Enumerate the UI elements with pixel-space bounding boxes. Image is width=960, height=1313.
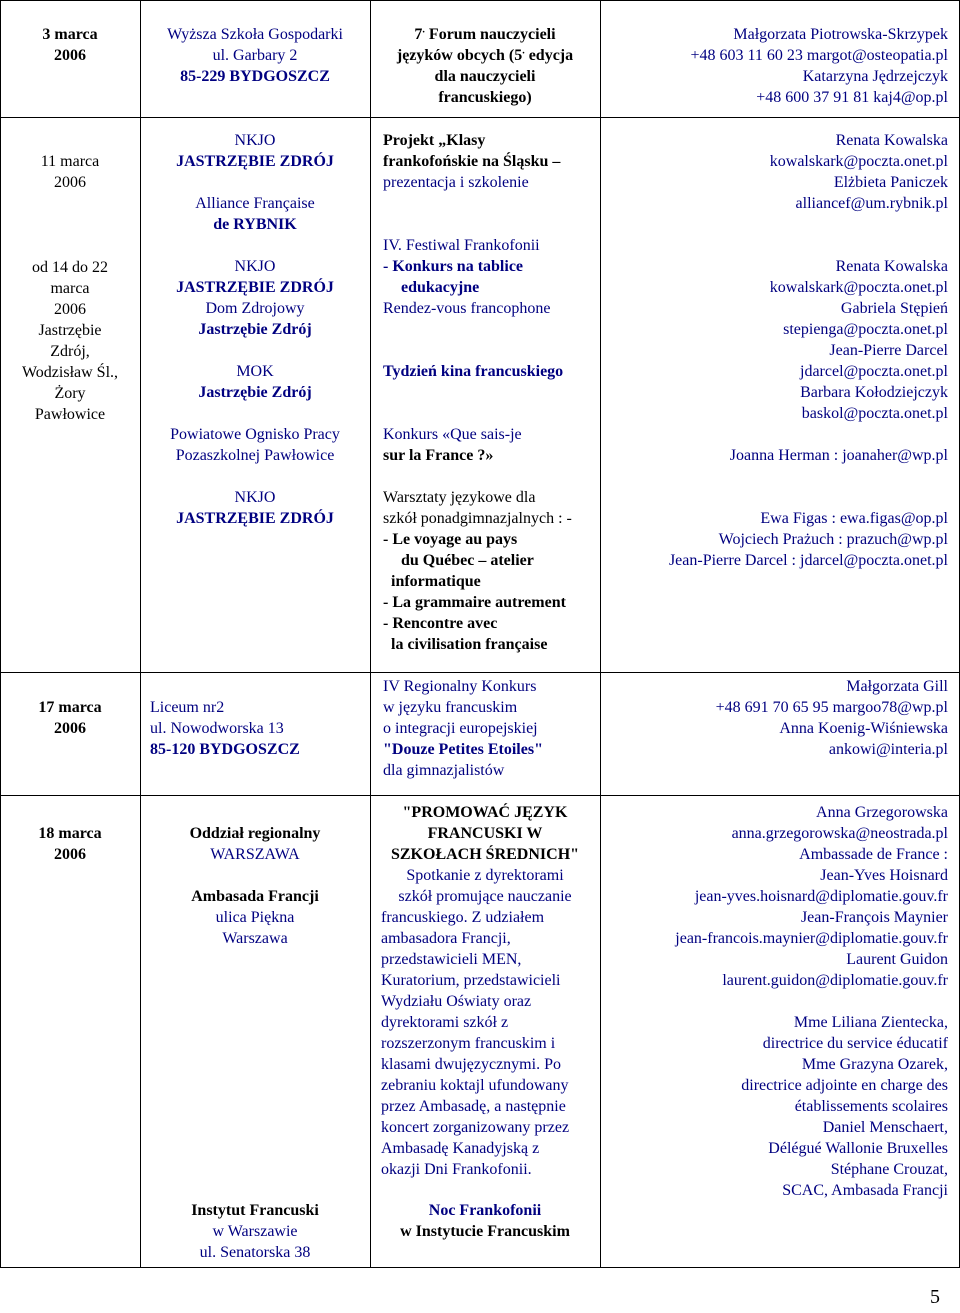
row-contact: Małgorzata Gill +48 691 70 65 95 margoo78@wp.pl Anna Koenig-Wiśniewska ankowi@interia.pl (715, 678, 948, 758)
row-event: Warsztaty językowe dla szkół ponadgimnazjalnych : - - Le voyage au pays du Québec – atelier informatique - La grammaire autrement - Rencontre avec la civilisation française (383, 489, 572, 653)
grid-line (0, 672, 960, 673)
row-contact: Renata Kowalska kowalskark@poczta.onet.pl Gabriela Stępień stepienga@poczta.onet.pl Jean-Pierre Darcel jdarcel@poczta.onet.pl Barbara Kołodziejczyk baskol@poczta.onet.pl (769, 258, 948, 422)
row-contact: Ewa Figas : ewa.figas@op.pl Wojciech Prażuch : prazuch@wp.pl Jean-Pierre Darcel : jdarcel@poczta.onet.pl (668, 510, 948, 569)
grid-line (0, 0, 960, 1)
row-contact: Joanna Herman : joanaher@wp.pl (729, 447, 948, 464)
row-event: "PROMOWAĆ JĘZYK FRANCUSKI W SZKOŁACH ŚREDNICH" Spotkanie z dyrektorami szkół promujące nauczanie (390, 804, 580, 905)
row-event: 7. Forum nauczycieli języków obcych (5. edycja dla nauczycieli francuskiego) (396, 24, 574, 106)
row-event: Konkurs «Que sais-je sur la France ?» (383, 426, 522, 464)
row-event: francuskiego. Z udziałem ambasadora Francji, przedstawicieli MEN, Kuratorium, przedstawicieli Wydziału Oświaty oraz dyrektorami szkół z rozszerzonym francuskim i klasami dwujęzycznymi. Po zebraniu koktajl ufundowany przez Ambasadę, a następnie koncert zorganizowany przez Ambasadę Kanadyjską z okazji Dni Frankofonii. (381, 909, 570, 1178)
row-venue: NKJO JASTRZĘBIE ZDRÓJ Dom Zdrojowy Jastrzębie Zdrój (176, 258, 334, 338)
row-contact: Renata Kowalska kowalskark@poczta.onet.pl Elżbieta Paniczek alliancef@um.rybnik.pl (769, 132, 948, 212)
row-date: 17 marca 2006 (38, 699, 102, 737)
row-contact: Anna Grzegorowska anna.grzegorowska@neostrada.pl Ambassade de France : Jean-Yves Hoisnard jean-yves.hoisnard@diplomatie.gouv.fr Jean-François Maynier jean-francois.maynier@diplomatie.gouv.fr Laurent Guidon laurent.guidon@diplomatie.gouv.fr (675, 804, 948, 989)
row-venue: Ambasada Francji ulica Piękna Warszawa (191, 888, 319, 947)
row-event: IV. Festiwal Frankofonii - Konkurs na tablice edukacyjne Rendez-vous francophone (383, 237, 551, 317)
row-venue: Oddział regionalny WARSZAWA (189, 825, 321, 863)
grid-line (0, 795, 960, 796)
row-venue: Liceum nr2 ul. Nowodworska 13 85-120 BYDGOSZCZ (150, 699, 300, 758)
row-venue: NKJO JASTRZĘBIE ZDRÓJ (176, 132, 334, 170)
page-number: 5 (930, 1286, 940, 1308)
row-event: IV Regionalny Konkurs w języku francuskim o integracji europejskiej "Douze Petites Etoiles" dla gimnazjalistów (383, 678, 543, 779)
row-venue: Alliance Française de RYBNIK (195, 195, 315, 233)
row-venue: Instytut Francuski w Warszawie ul. Senatorska 38 (191, 1202, 319, 1261)
row-contact: Mme Liliana Zientecka, directrice du service éducatif Mme Grazyna Ozarek, directrice adjointe en charge des établissements scolaires Daniel Menschaert, Délégué Wallonie Bruxelles Stéphane Crouzat, SCAC, Ambasada Francji (741, 1014, 948, 1199)
row-venue: Wyższa Szkoła Gospodarki ul. Garbary 2 85-229 BYDGOSZCZ (167, 26, 343, 85)
grid-line (140, 0, 141, 1268)
row-event: Projekt „Klasy frankofońskie na Śląsku – prezentacja i szkolenie (383, 132, 561, 191)
grid-line (370, 0, 371, 1268)
row-date: 3 marca 2006 (42, 26, 98, 64)
grid-line (0, 1267, 960, 1268)
row-date: od 14 do 22 marca 2006 Jastrzębie Zdrój, Wodzisław Śl., Żory Pawłowice (21, 259, 119, 423)
row-venue: Powiatowe Ognisko Pracy Pozaszkolnej Pawłowice (170, 426, 340, 464)
row-event: Noc Frankofonii w Instytucie Francuskim (400, 1202, 570, 1240)
row-contact: Małgorzata Piotrowska-Skrzypek +48 603 11 60 23 margot@osteopatia.pl Katarzyna Jędrzejczyk +48 600 37 91 81 kaj4@op.pl (690, 26, 948, 106)
row-venue: NKJO JASTRZĘBIE ZDRÓJ (176, 489, 334, 527)
row-venue: MOK Jastrzębie Zdrój (198, 363, 312, 401)
row-date: 11 marca 2006 (40, 153, 100, 191)
grid-line (0, 117, 960, 118)
row-event: Tydzień kina francuskiego (383, 363, 564, 380)
row-date: 18 marca 2006 (38, 825, 102, 863)
